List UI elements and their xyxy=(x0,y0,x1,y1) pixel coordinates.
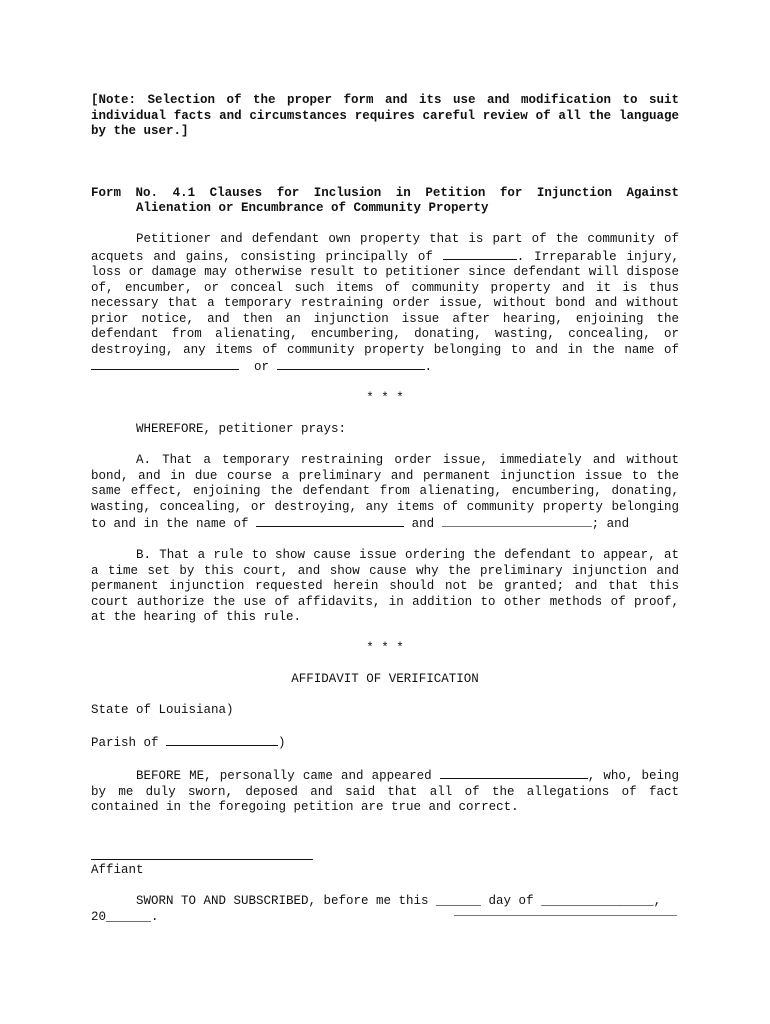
parish-blank[interactable] xyxy=(166,734,278,746)
prayer-a-name-blank-1[interactable] xyxy=(256,515,404,527)
separator-1: * * * xyxy=(366,391,404,405)
prayer-b: B. That a rule to show cause issue ordering the defendant to appear, at a time set by this court, and show cause why the preliminary injunction and permanent injunction requested herein should not be granted; and that this court authorize the use of affidavits, in addition to other methods of proof, at the hearing of this rule. xyxy=(91,548,679,624)
prayer-a-text: A. That a temporary restraining order issue, immediately and without bond, and in due course a preliminary and permanent injunction issue to the same effect, enjoining the defendant from alienating, encumbering, donating, wasting, concealing, or destroying, any items of community property belonging to and in the name of xyxy=(91,453,679,531)
petition-text-b: . Irreparable injury, loss or damage may otherwise result to petitioner since defendant will dispose of, encumber, or conceal such items of community property and it is thus necessary that a temporary restraining order issue, without bond and without prior notice, and then an injunction issue after hearing, enjoining the defendant from alienating, encumbering, donating, wasting, concealing, or destroying, any items of community property belonging to and in the name of xyxy=(91,249,679,357)
name-blank-1[interactable] xyxy=(91,358,239,370)
petition-text-a: Petitioner and defendant own property that is part of the community of acquets and gains, consisting principally of xyxy=(91,232,679,264)
before-me-text-a: BEFORE ME, personally came and appeared xyxy=(136,769,432,783)
separator-2: * * * xyxy=(366,641,404,655)
sworn-line: SWORN TO AND SUBSCRIBED, before me this ______ day of _______________, xyxy=(136,894,662,908)
affiant-label: Affiant xyxy=(91,862,144,877)
prayer-a-and: and xyxy=(411,517,435,531)
or-text: or xyxy=(254,360,270,374)
state-line: State of Louisiana) xyxy=(91,703,234,717)
name-blank-2[interactable] xyxy=(277,358,425,370)
parish-end: ) xyxy=(278,736,286,750)
wherefore-line: WHEREFORE, petitioner prays: xyxy=(136,422,347,436)
prayer-a-name-blank-2[interactable] xyxy=(442,515,592,527)
notary-signature-line[interactable] xyxy=(454,915,677,916)
note-paragraph: [Note: Selection of the proper form and its use and modification to suit individual facts and circumstances requires careful review of all the language by the user.] xyxy=(91,93,679,138)
appearer-blank[interactable] xyxy=(440,767,588,779)
before-me-paragraph xyxy=(91,767,679,816)
prayer-a xyxy=(91,453,679,533)
before-me-text-b: , who, being by me duly sworn, deposed and said that all of the allegations of fact contained in the foregoing petition are true and correct. xyxy=(91,769,679,814)
document-body xyxy=(91,93,679,925)
parish-label: Parish of xyxy=(91,736,159,750)
year-line: 20______. xyxy=(91,909,159,924)
property-blank[interactable] xyxy=(443,248,517,260)
form-title: Form No. 4.1 Clauses for Inclusion in Petition for Injunction Against Alienation or Encumbrance of Community Property xyxy=(91,185,679,215)
prayer-a-end: ; and xyxy=(591,517,630,531)
petition-paragraph xyxy=(91,232,679,376)
petition-end: . xyxy=(424,360,433,374)
parish-line xyxy=(91,734,679,752)
affidavit-title: AFFIDAVIT OF VERIFICATION xyxy=(291,672,479,686)
